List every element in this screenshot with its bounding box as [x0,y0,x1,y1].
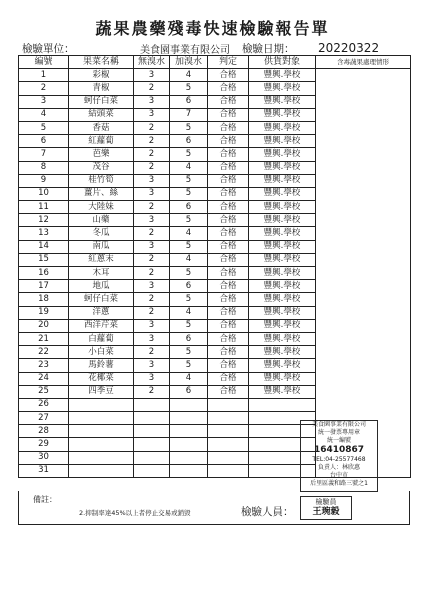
cell-without-bromine [134,438,170,451]
cell-supply-target: 豐興.學校 [249,174,316,187]
cell-without-bromine: 3 [134,214,170,227]
cell-without-bromine: 3 [134,280,170,293]
cell-without-bromine: 2 [134,135,170,148]
cell-without-bromine: 2 [134,267,170,280]
cell-judgement: 合格 [208,95,249,108]
cell-produce-name: 薑片、絲 [69,187,134,200]
cell-supply-target: 豐興.學校 [249,69,316,82]
cell-supply-target: 豐興.學校 [249,306,316,319]
cell-with-bromine: 5 [170,346,208,359]
cell-produce-name: 香菇 [69,121,134,134]
cell-number: 17 [19,280,69,293]
cell-judgement [208,412,249,425]
cell-without-bromine [134,398,170,411]
cell-produce-name: 紅蘿蔔 [69,135,134,148]
cell-number: 9 [19,174,69,187]
cell-supply-target: 豐興.學校 [249,319,316,332]
header-without-bromine: 無溴水 [134,56,170,69]
stamp-address: 后里區義和路三號之1 [310,480,368,487]
cell-supply-target: 豐興.學校 [249,332,316,345]
cell-number: 31 [19,464,69,477]
header-produce-name: 果菜名稱 [69,56,134,69]
cell-produce-name: 結頭菜 [69,108,134,121]
header-judgement: 判定 [208,56,249,69]
cell-with-bromine: 5 [170,82,208,95]
cell-number: 30 [19,451,69,464]
cell-number: 26 [19,398,69,411]
cell-with-bromine: 4 [170,161,208,174]
inspector-stamp-title: 檢驗員 [315,498,337,506]
cell-number: 12 [19,214,69,227]
header-toxic-handling: 含毒蔬果處理情形 [316,56,411,69]
cell-judgement [208,438,249,451]
cell-with-bromine: 4 [170,253,208,266]
cell-number: 23 [19,359,69,372]
cell-judgement: 合格 [208,280,249,293]
cell-supply-target: 豐興.學校 [249,187,316,200]
inspector-stamp-name: 王琬毅 [312,507,340,517]
cell-produce-name [69,464,134,477]
cell-produce-name: 彩椒 [69,69,134,82]
cell-supply-target: 豐興.學校 [249,201,316,214]
cell-produce-name: 南瓜 [69,240,134,253]
cell-without-bromine: 2 [134,201,170,214]
cell-produce-name [69,398,134,411]
cell-without-bromine: 2 [134,161,170,174]
cell-without-bromine: 2 [134,148,170,161]
cell-without-bromine: 2 [134,346,170,359]
cell-with-bromine [170,412,208,425]
cell-judgement: 合格 [208,161,249,174]
cell-number: 25 [19,385,69,398]
inspection-unit-label: 檢驗單位： [22,43,75,55]
cell-judgement [208,425,249,438]
cell-without-bromine: 3 [134,359,170,372]
cell-number: 14 [19,240,69,253]
cell-supply-target: 豐興.學校 [249,280,316,293]
cell-produce-name: 白蘿蔔 [69,332,134,345]
cell-number: 4 [19,108,69,121]
inspection-unit-value: 美食園事業有限公司 [140,45,230,56]
cell-produce-name: 大陸妹 [69,201,134,214]
inspection-date-label: 檢驗日期： [242,43,295,55]
cell-with-bromine: 5 [170,293,208,306]
cell-number: 20 [19,319,69,332]
cell-judgement: 合格 [208,69,249,82]
cell-without-bromine: 2 [134,227,170,240]
cell-supply-target [249,398,316,411]
cell-produce-name: 木耳 [69,267,134,280]
remarks-note: 2.抑制率達45%以上者停止交易或銷毀 [79,509,191,517]
cell-with-bromine [170,438,208,451]
cell-with-bromine: 5 [170,267,208,280]
cell-number: 28 [19,425,69,438]
cell-without-bromine: 3 [134,319,170,332]
cell-produce-name: 洋蔥 [69,306,134,319]
cell-without-bromine: 3 [134,240,170,253]
cell-without-bromine: 2 [134,121,170,134]
cell-with-bromine: 7 [170,108,208,121]
cell-with-bromine: 5 [170,240,208,253]
cell-judgement: 合格 [208,319,249,332]
cell-number: 5 [19,121,69,134]
stamp-tel: TEL:04-25577468 [312,456,366,463]
cell-produce-name: 蚵仔白菜 [69,293,134,306]
cell-produce-name: 地瓜 [69,280,134,293]
stamp-company-name: 美食園事業有限公司 [311,421,366,428]
cell-produce-name: 馬鈴薯 [69,359,134,372]
cell-judgement: 合格 [208,121,249,134]
cell-number: 13 [19,227,69,240]
cell-supply-target: 豐興.學校 [249,293,316,306]
cell-judgement: 合格 [208,135,249,148]
cell-with-bromine: 5 [170,214,208,227]
cell-supply-target: 豐興.學校 [249,372,316,385]
cell-without-bromine [134,425,170,438]
cell-supply-target: 豐興.學校 [249,253,316,266]
cell-judgement: 合格 [208,82,249,95]
cell-without-bromine: 3 [134,372,170,385]
cell-judgement: 合格 [208,253,249,266]
cell-with-bromine: 5 [170,319,208,332]
cell-produce-name: 蚵仔白菜 [69,95,134,108]
cell-without-bromine: 3 [134,95,170,108]
table-header-row [19,56,411,69]
cell-produce-name: 西洋芹菜 [69,319,134,332]
cell-with-bromine: 5 [170,121,208,134]
cell-produce-name: 山藥 [69,214,134,227]
cell-with-bromine: 6 [170,135,208,148]
cell-produce-name: 冬瓜 [69,227,134,240]
cell-produce-name [69,412,134,425]
cell-produce-name: 桂竹筍 [69,174,134,187]
stamp-tax-id: 16410867 [313,445,365,455]
cell-number: 15 [19,253,69,266]
cell-with-bromine [170,464,208,477]
cell-number: 7 [19,148,69,161]
cell-judgement: 合格 [208,372,249,385]
inspector-stamp [300,496,352,520]
cell-judgement [208,398,249,411]
cell-without-bromine [134,412,170,425]
header-with-bromine: 加溴水 [170,56,208,69]
cell-produce-name [69,425,134,438]
cell-number: 18 [19,293,69,306]
cell-number: 6 [19,135,69,148]
cell-with-bromine: 6 [170,201,208,214]
cell-produce-name [69,438,134,451]
cell-number: 29 [19,438,69,451]
inspector-label: 檢驗人員： [241,506,294,518]
cell-judgement: 合格 [208,306,249,319]
cell-without-bromine: 3 [134,332,170,345]
cell-supply-target: 豐興.學校 [249,346,316,359]
cell-without-bromine: 2 [134,306,170,319]
cell-judgement [208,451,249,464]
cell-number: 16 [19,267,69,280]
cell-number: 27 [19,412,69,425]
cell-judgement: 合格 [208,359,249,372]
stamp-invoice-text: 統一發票專用章 [317,429,360,436]
cell-supply-target: 豐興.學校 [249,108,316,121]
cell-judgement [208,464,249,477]
header-supply-target: 供貨對象 [249,56,316,69]
cell-supply-target: 豐興.學校 [249,227,316,240]
cell-judgement: 合格 [208,187,249,200]
cell-with-bromine: 6 [170,385,208,398]
cell-judgement: 合格 [208,267,249,280]
cell-without-bromine [134,464,170,477]
company-stamp [300,420,378,492]
cell-without-bromine: 2 [134,293,170,306]
cell-judgement: 合格 [208,227,249,240]
cell-number: 1 [19,69,69,82]
remarks-label: 備註： [33,495,57,504]
table-row [19,69,411,82]
cell-with-bromine: 5 [170,187,208,200]
cell-supply-target: 豐興.學校 [249,82,316,95]
cell-supply-target: 豐興.學校 [249,121,316,134]
cell-judgement: 合格 [208,385,249,398]
table-body [19,69,411,478]
cell-number: 2 [19,82,69,95]
cell-without-bromine: 3 [134,174,170,187]
inspection-table [18,55,411,478]
cell-without-bromine: 2 [134,253,170,266]
cell-judgement: 合格 [208,240,249,253]
cell-without-bromine: 3 [134,69,170,82]
cell-number: 19 [19,306,69,319]
cell-produce-name: 小白菜 [69,346,134,359]
cell-number: 10 [19,187,69,200]
cell-produce-name: 青椒 [69,82,134,95]
cell-produce-name [69,451,134,464]
cell-without-bromine: 3 [134,108,170,121]
cell-produce-name: 紅蔥末 [69,253,134,266]
stamp-owner: 負責人：林欣惠 [317,464,360,471]
report-title: 蔬果農藥殘毒快速檢驗報告單 [95,19,330,38]
cell-supply-target: 豐興.學校 [249,359,316,372]
cell-judgement: 合格 [208,201,249,214]
cell-judgement: 合格 [208,174,249,187]
cell-with-bromine: 6 [170,280,208,293]
cell-judgement: 合格 [208,332,249,345]
cell-with-bromine: 4 [170,227,208,240]
cell-supply-target: 豐興.學校 [249,385,316,398]
cell-with-bromine: 4 [170,372,208,385]
cell-with-bromine [170,425,208,438]
cell-without-bromine: 3 [134,187,170,200]
cell-without-bromine: 2 [134,385,170,398]
cell-produce-name: 四季豆 [69,385,134,398]
cell-with-bromine: 4 [170,306,208,319]
cell-with-bromine [170,398,208,411]
cell-number: 21 [19,332,69,345]
cell-number: 22 [19,346,69,359]
cell-supply-target: 豐興.學校 [249,267,316,280]
header-number: 編號 [19,56,69,69]
cell-with-bromine: 5 [170,148,208,161]
cell-judgement: 合格 [208,293,249,306]
cell-supply-target: 豐興.學校 [249,148,316,161]
cell-number: 8 [19,161,69,174]
inspection-date-value: 20220322 [318,41,380,55]
cell-supply-target: 豐興.學校 [249,135,316,148]
cell-toxic-handling [316,69,411,478]
cell-with-bromine: 4 [170,69,208,82]
stamp-tax-id-label: 統一編號 [326,437,351,444]
cell-supply-target: 豐興.學校 [249,214,316,227]
cell-judgement: 合格 [208,346,249,359]
cell-judgement: 合格 [208,108,249,121]
cell-supply-target: 豐興.學校 [249,161,316,174]
cell-number: 3 [19,95,69,108]
cell-with-bromine [170,451,208,464]
cell-number: 11 [19,201,69,214]
cell-with-bromine: 6 [170,95,208,108]
cell-produce-name: 花椰菜 [69,372,134,385]
stamp-city: 台中市 [329,472,348,479]
cell-produce-name: 芭樂 [69,148,134,161]
cell-number: 24 [19,372,69,385]
cell-without-bromine [134,451,170,464]
cell-supply-target: 豐興.學校 [249,240,316,253]
cell-supply-target: 豐興.學校 [249,95,316,108]
cell-with-bromine: 5 [170,174,208,187]
cell-with-bromine: 6 [170,332,208,345]
cell-without-bromine: 2 [134,82,170,95]
cell-judgement: 合格 [208,214,249,227]
cell-judgement: 合格 [208,148,249,161]
cell-produce-name: 茂谷 [69,161,134,174]
cell-with-bromine: 5 [170,359,208,372]
